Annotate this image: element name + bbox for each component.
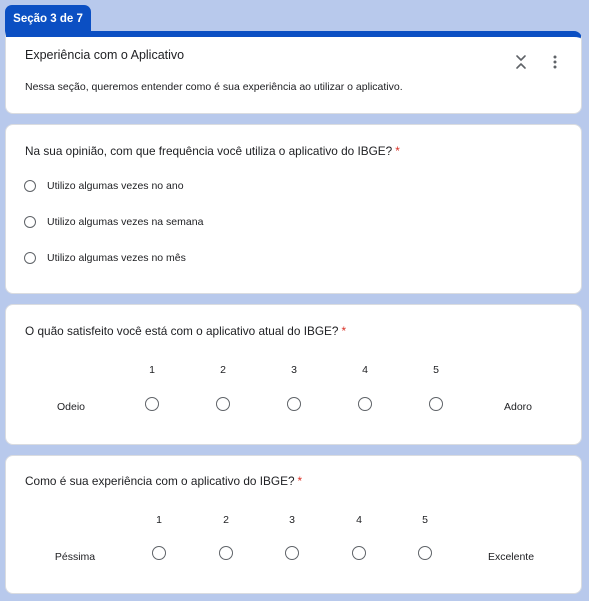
more-vert-icon [552,54,558,70]
radio-button[interactable] [24,216,36,228]
scale-radio-2[interactable] [219,546,233,560]
question-text: O quão satisfeito você está com o aplicativo atual do IBGE? [25,324,339,338]
scale-low-label: Péssima [54,551,96,563]
required-mark: * [395,144,400,158]
radio-button[interactable] [24,180,36,192]
radio-label: Utilizo algumas vezes no mês [47,252,186,264]
radio-option-year[interactable] [24,177,184,195]
scale-radio-5[interactable] [429,397,443,411]
required-mark: * [297,474,303,488]
scale-number-3: 3 [291,364,297,376]
scale-radio-4[interactable] [352,546,366,560]
scale-number-5: 5 [433,364,439,376]
question-card-frequency [5,124,582,294]
question-card-experience [5,455,582,594]
radio-button[interactable] [24,252,36,264]
section-header-card [5,31,582,114]
required-mark: * [341,324,347,338]
scale-radio-3[interactable] [285,546,299,560]
scale-number-1: 1 [156,514,162,526]
scale-radio-1[interactable] [152,546,166,560]
scale-number-4: 4 [356,514,362,526]
scale-number-4: 4 [362,364,368,376]
scale-radio-1[interactable] [145,397,159,411]
section-title: Experiência com o Aplicativo [25,48,185,62]
scale-number-2: 2 [223,514,229,526]
scale-number-2: 2 [220,364,226,376]
radio-label: Utilizo algumas vezes na semana [47,216,204,228]
question-text: Como é sua experiência com o aplicativo do IBGE? [25,474,295,488]
scale-number-5: 5 [422,514,428,526]
more-options-button[interactable] [544,51,566,73]
scale-radio-5[interactable] [418,546,432,560]
scale-number-1: 1 [149,364,155,376]
radio-option-week[interactable] [24,213,203,231]
question-title [25,324,346,338]
scale-radio-3[interactable] [287,397,301,411]
scale-radio-2[interactable] [216,397,230,411]
collapse-icon [514,54,528,70]
section-tab-label: Seção 3 de 7 [13,13,83,25]
question-title [25,144,400,158]
question-title [25,474,302,488]
section-description: Nessa seção, queremos entender como é sua experiência ao utilizar o aplicativo. [25,81,403,93]
collapse-section-button[interactable] [510,51,532,73]
scale-low-label: Odeio [56,401,86,413]
section-tab [5,5,91,33]
radio-label: Utilizo algumas vezes no ano [47,180,184,192]
scale-radio-4[interactable] [358,397,372,411]
question-text: Na sua opinião, com que frequência você utiliza o aplicativo do IBGE? [25,144,393,158]
question-card-satisfaction [5,304,582,445]
scale-high-label: Adoro [503,401,533,413]
scale-high-label: Excelente [487,551,535,563]
scale-number-3: 3 [289,514,295,526]
radio-option-month[interactable] [24,249,186,267]
